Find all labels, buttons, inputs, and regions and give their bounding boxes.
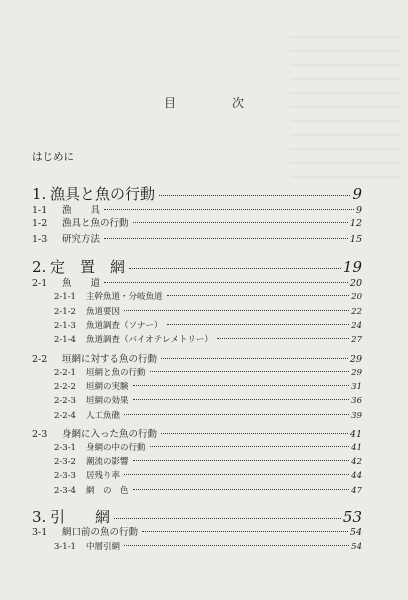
leader-dots [217, 338, 349, 339]
toc-entry-label: 垣網の実験 [86, 382, 129, 392]
toc-entry-label: 身網に入った魚の行動 [62, 429, 158, 440]
toc-entry-label: 漁 具 [62, 205, 101, 216]
toc-entry-label: 網口前の魚の行動 [62, 527, 139, 538]
toc-entry-page: 41 [349, 429, 362, 440]
toc-entry-number: 3. [32, 508, 47, 526]
toc-entry-page: 12 [349, 218, 362, 229]
toc-entry-number: 1. [32, 185, 47, 203]
toc-entry-label: 漁具と魚の行動 [62, 218, 129, 229]
toc-entry-label: 中層引網 [86, 542, 121, 552]
toc-entry-2-3 [32, 426, 362, 440]
leader-dots [104, 209, 354, 210]
toc-entry-number: 2-1 [32, 278, 48, 289]
toc-entry-label: 漁具と魚の行動 [50, 185, 156, 203]
toc-entry-page: 39 [351, 411, 362, 421]
toc-entry-page: 53 [342, 508, 362, 526]
toc-entry-label: 垣網に対する魚の行動 [62, 354, 158, 365]
toc-entry-label: 身網の中の行動 [86, 443, 146, 453]
toc-entry-1 [32, 183, 362, 204]
toc-entry-1-3 [32, 231, 362, 245]
toc-entry-number: 2-3-4 [54, 486, 76, 496]
toc-entry-2-3-3 [54, 469, 362, 481]
toc-entry-number: 1-1 [32, 205, 48, 216]
leader-dots [142, 531, 348, 532]
toc-entry-2-2 [32, 351, 362, 365]
toc-entry-number: 2. [32, 258, 47, 276]
leader-dots [167, 295, 350, 296]
intro-entry: はじめに [32, 151, 74, 163]
toc-entry-number: 2-1-1 [54, 292, 76, 302]
toc-entry-number: 2-2-4 [54, 411, 76, 421]
toc-entry-label: 主幹魚道・分岐魚道 [86, 292, 163, 302]
toc-entry-label: 垣網と魚の行動 [86, 368, 146, 378]
toc-entry-number: 2-3-1 [54, 443, 76, 453]
toc-entry-page: 54 [349, 527, 362, 538]
toc-entry-number: 2-1-4 [54, 335, 76, 345]
toc-entry-page: 24 [351, 321, 362, 331]
toc-entry-page: 22 [351, 307, 362, 317]
toc-entry-page: 44 [351, 471, 362, 481]
toc-entry-number: 2-1-3 [54, 321, 76, 331]
toc-entry-label: 魚道調査（ソナー） [86, 321, 163, 331]
leader-dots [133, 222, 348, 223]
toc-entry-page: 19 [342, 258, 362, 276]
toc-entry-2-2-4 [54, 409, 362, 421]
leader-dots [133, 399, 350, 400]
toc-entry-2-3-2 [54, 455, 362, 467]
leader-dots [129, 268, 341, 269]
toc-entry-2-1-4 [54, 333, 362, 345]
leader-dots [161, 433, 348, 434]
leader-dots [167, 324, 350, 325]
toc-entry-label: 引 網 [50, 508, 111, 526]
toc-entry-page: 20 [351, 292, 362, 302]
toc-entry-1-1 [32, 202, 362, 216]
toc-entry-page: 15 [349, 234, 362, 245]
toc-entry-3-1-1 [54, 540, 362, 552]
toc-entry-label: 魚道調査（バイオテレメトリー） [86, 335, 213, 345]
toc-entry-number: 2-2-3 [54, 396, 76, 406]
toc-entry-3-1 [32, 524, 362, 538]
toc-entry-label: 網 の 色 [86, 486, 129, 496]
toc-entry-page: 31 [351, 382, 362, 392]
leader-dots [133, 489, 350, 490]
toc-entry-page: 27 [351, 335, 362, 345]
toc-entry-number: 2-2 [32, 354, 48, 365]
toc-entry-page: 47 [351, 486, 362, 496]
leader-dots [104, 282, 348, 283]
toc-entry-number: 2-1-2 [54, 307, 76, 317]
toc-entry-label: 定 置 網 [50, 258, 126, 276]
toc-entry-number: 1-2 [32, 218, 48, 229]
toc-entry-label: 研究方法 [62, 234, 101, 245]
toc-entry-number: 3-1-1 [54, 542, 76, 552]
toc-entry-2-2-2 [54, 380, 362, 392]
toc-entry-label: 垣網の効果 [86, 396, 129, 406]
toc-entry-page: 54 [351, 542, 362, 552]
toc-entry-1-2 [32, 215, 362, 229]
toc-entry-page: 20 [349, 278, 362, 289]
toc-entry-2-3-4 [54, 484, 362, 496]
leader-dots [104, 238, 348, 239]
leader-dots [159, 195, 350, 196]
toc-entry-label: 魚道要因 [86, 307, 121, 317]
toc-entry-label: 潮流の影響 [86, 457, 129, 467]
leader-dots [124, 474, 349, 475]
toc-entry-number: 2-2-1 [54, 368, 76, 378]
toc-entry-page: 29 [349, 354, 362, 365]
toc-entry-page: 41 [351, 443, 362, 453]
toc-entry-2-1-3 [54, 319, 362, 331]
toc-entry-2-1 [32, 275, 362, 289]
toc-entry-2-2-1 [54, 366, 362, 378]
leader-dots [150, 371, 350, 372]
toc-entry-label: 人工魚礁 [86, 411, 121, 421]
toc-entry-number: 1-3 [32, 234, 48, 245]
leader-dots [133, 460, 350, 461]
leader-dots [124, 414, 349, 415]
toc-entry-number: 2-3-3 [54, 471, 76, 481]
toc-entry-2-3-1 [54, 441, 362, 453]
toc-entry-number: 2-3 [32, 429, 48, 440]
leader-dots [133, 385, 350, 386]
toc-entry-2-2-3 [54, 394, 362, 406]
toc-entry-2-1-1 [54, 290, 362, 302]
leader-dots [161, 358, 348, 359]
leader-dots [114, 518, 341, 519]
toc-entry-2 [32, 256, 362, 277]
toc-entry-label: 魚 道 [62, 278, 101, 289]
toc-entry-page: 29 [351, 368, 362, 378]
leader-dots [124, 545, 349, 546]
toc-entry-number: 3-1 [32, 527, 48, 538]
toc-entry-page: 36 [351, 396, 362, 406]
page-title: 目 次 [163, 96, 266, 110]
toc-entry-page: 9 [355, 205, 362, 216]
toc-entry-label: 居残り率 [86, 471, 121, 481]
leader-dots [124, 310, 349, 311]
leader-dots [150, 446, 350, 447]
toc-entry-number: 2-3-2 [54, 457, 76, 467]
toc-entry-number: 2-2-2 [54, 382, 76, 392]
toc-entry-2-1-2 [54, 305, 362, 317]
toc-entry-page: 42 [351, 457, 362, 467]
toc-entry-page: 9 [352, 185, 362, 203]
